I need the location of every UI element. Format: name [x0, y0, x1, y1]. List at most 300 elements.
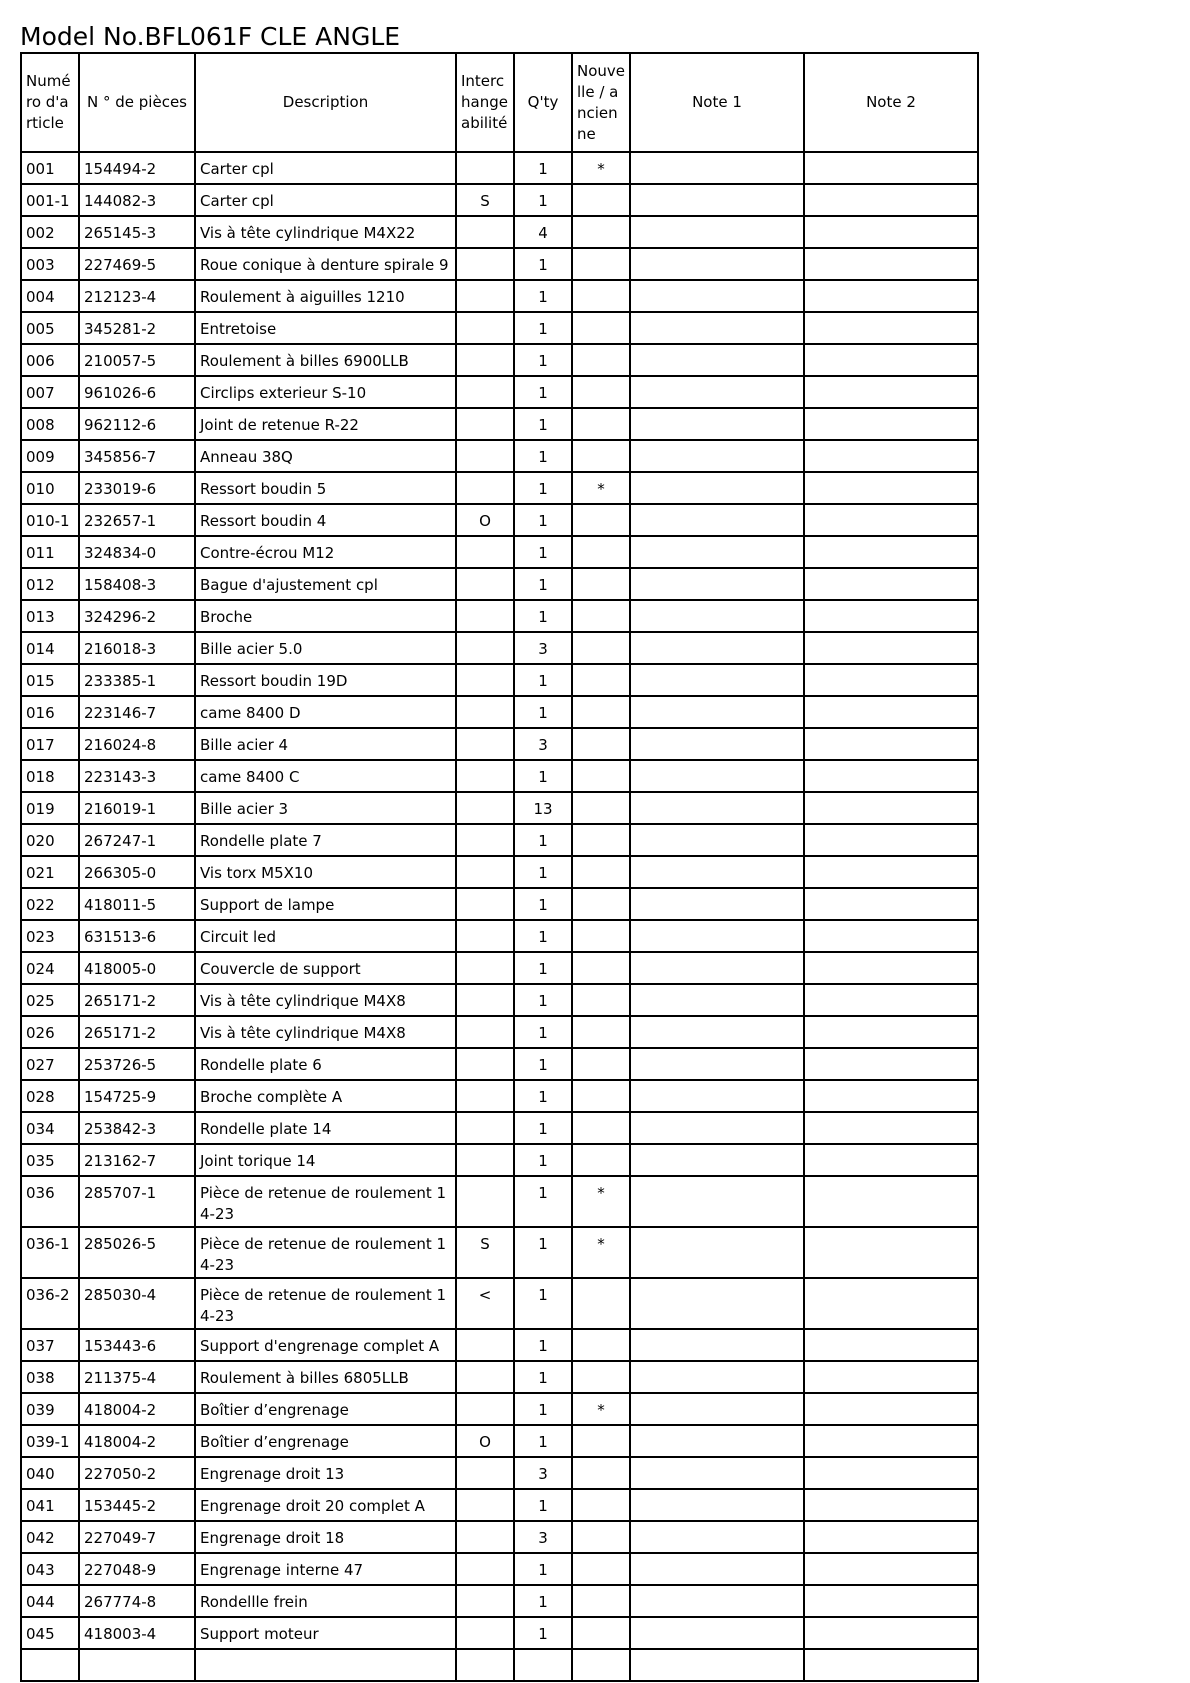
- table-row: [21, 472, 978, 504]
- cell-part-number: 154725-9: [79, 1080, 195, 1112]
- cell-part-number: 418011-5: [79, 888, 195, 920]
- cell-part-number: 227050-2: [79, 1457, 195, 1489]
- cell-note-1: [630, 504, 804, 536]
- cell-part-number: 285030-4: [79, 1278, 195, 1329]
- table-row: [21, 920, 978, 952]
- cell-quantity: 1: [514, 1278, 572, 1329]
- cell-quantity: 1: [514, 1617, 572, 1649]
- table-row: [21, 184, 978, 216]
- cell-item-number: 016: [21, 696, 79, 728]
- cell-interchangeability: [456, 1048, 514, 1080]
- cell-quantity: 1: [514, 1080, 572, 1112]
- cell-note-1: [630, 184, 804, 216]
- cell-note-2: [804, 440, 978, 472]
- cell-interchangeability: [456, 152, 514, 184]
- cell-note-1: [630, 472, 804, 504]
- cell-description: Vis à tête cylindrique M4X8: [195, 1016, 456, 1048]
- table-row: [21, 856, 978, 888]
- cell-part-number: 418004-2: [79, 1393, 195, 1425]
- cell-description: Engrenage interne 47: [195, 1553, 456, 1585]
- cell-note-2: [804, 504, 978, 536]
- cell-item-number: 008: [21, 408, 79, 440]
- header-interchangeability: Interchangeabilité: [456, 53, 514, 152]
- cell-description: Rondelle plate 14: [195, 1112, 456, 1144]
- cell-description: Anneau 38Q: [195, 440, 456, 472]
- cell-part-number: [79, 1649, 195, 1681]
- cell-note-1: [630, 1617, 804, 1649]
- cell-note-2: [804, 1227, 978, 1278]
- table-row: [21, 600, 978, 632]
- table-row: [21, 1278, 978, 1329]
- cell-note-2: [804, 696, 978, 728]
- cell-note-1: [630, 280, 804, 312]
- cell-quantity: 1: [514, 696, 572, 728]
- cell-new-old: [572, 664, 630, 696]
- cell-note-1: [630, 376, 804, 408]
- cell-quantity: 1: [514, 408, 572, 440]
- cell-new-old: [572, 344, 630, 376]
- cell-description: Bague d'ajustement cpl: [195, 568, 456, 600]
- cell-new-old: [572, 408, 630, 440]
- cell-description: Boîtier d’engrenage: [195, 1393, 456, 1425]
- cell-part-number: 285707-1: [79, 1176, 195, 1227]
- table-row: [21, 1361, 978, 1393]
- table-row: [21, 1016, 978, 1048]
- cell-note-2: [804, 248, 978, 280]
- cell-description: Bille acier 3: [195, 792, 456, 824]
- cell-item-number: 006: [21, 344, 79, 376]
- cell-new-old: [572, 1080, 630, 1112]
- cell-note-1: [630, 824, 804, 856]
- cell-note-1: [630, 536, 804, 568]
- cell-new-old: [572, 1489, 630, 1521]
- cell-new-old: [572, 952, 630, 984]
- cell-interchangeability: [456, 472, 514, 504]
- cell-new-old: [572, 600, 630, 632]
- cell-note-2: [804, 856, 978, 888]
- cell-part-number: 266305-0: [79, 856, 195, 888]
- cell-part-number: 418004-2: [79, 1425, 195, 1457]
- cell-item-number: 041: [21, 1489, 79, 1521]
- cell-item-number: 026: [21, 1016, 79, 1048]
- cell-part-number: 210057-5: [79, 344, 195, 376]
- cell-quantity: 1: [514, 1425, 572, 1457]
- cell-note-1: [630, 1080, 804, 1112]
- cell-quantity: 1: [514, 248, 572, 280]
- cell-new-old: [572, 1649, 630, 1681]
- cell-interchangeability: <: [456, 1278, 514, 1329]
- cell-description: Roulement à aiguilles 1210: [195, 280, 456, 312]
- cell-part-number: 345856-7: [79, 440, 195, 472]
- cell-note-1: [630, 1112, 804, 1144]
- cell-part-number: 227049-7: [79, 1521, 195, 1553]
- cell-note-1: [630, 1176, 804, 1227]
- header-new-old: Nouvelle / ancienne: [572, 53, 630, 152]
- cell-note-2: [804, 888, 978, 920]
- cell-part-number: 324296-2: [79, 600, 195, 632]
- cell-new-old: [572, 1144, 630, 1176]
- cell-item-number: 010-1: [21, 504, 79, 536]
- cell-quantity: 1: [514, 536, 572, 568]
- cell-quantity: 3: [514, 728, 572, 760]
- cell-interchangeability: S: [456, 184, 514, 216]
- header-note-1: Note 1: [630, 53, 804, 152]
- cell-description: Contre-écrou M12: [195, 536, 456, 568]
- cell-note-2: [804, 1521, 978, 1553]
- cell-note-1: [630, 344, 804, 376]
- cell-interchangeability: [456, 280, 514, 312]
- cell-item-number: 042: [21, 1521, 79, 1553]
- cell-quantity: 1: [514, 952, 572, 984]
- cell-description: Roulement à billes 6805LLB: [195, 1361, 456, 1393]
- cell-part-number: 232657-1: [79, 504, 195, 536]
- cell-description: Ressort boudin 4: [195, 504, 456, 536]
- header-item-number: Numéro d'article: [21, 53, 79, 152]
- cell-description: Support de lampe: [195, 888, 456, 920]
- cell-quantity: 1: [514, 920, 572, 952]
- cell-new-old: [572, 1278, 630, 1329]
- cell-item-number: 025: [21, 984, 79, 1016]
- cell-note-2: [804, 1144, 978, 1176]
- table-row: [21, 1489, 978, 1521]
- table-row: [21, 792, 978, 824]
- cell-quantity: 1: [514, 376, 572, 408]
- table-row: [21, 376, 978, 408]
- cell-quantity: 1: [514, 600, 572, 632]
- table-row: [21, 152, 978, 184]
- cell-new-old: *: [572, 1176, 630, 1227]
- cell-note-2: [804, 184, 978, 216]
- table-row: [21, 1521, 978, 1553]
- cell-item-number: 011: [21, 536, 79, 568]
- cell-interchangeability: [456, 1457, 514, 1489]
- cell-note-2: [804, 824, 978, 856]
- cell-description: Roue conique à denture spirale 9: [195, 248, 456, 280]
- cell-interchangeability: [456, 1144, 514, 1176]
- cell-interchangeability: [456, 760, 514, 792]
- cell-description: Joint torique 14: [195, 1144, 456, 1176]
- cell-quantity: 3: [514, 632, 572, 664]
- cell-note-2: [804, 1585, 978, 1617]
- cell-description: Support moteur: [195, 1617, 456, 1649]
- table-row: [21, 1457, 978, 1489]
- cell-note-1: [630, 1144, 804, 1176]
- cell-new-old: [572, 216, 630, 248]
- cell-new-old: [572, 376, 630, 408]
- cell-interchangeability: [456, 1521, 514, 1553]
- table-row: [21, 1080, 978, 1112]
- cell-note-2: [804, 408, 978, 440]
- table-row: [21, 728, 978, 760]
- cell-new-old: [572, 696, 630, 728]
- cell-interchangeability: [456, 1016, 514, 1048]
- cell-description: Support d'engrenage complet A: [195, 1329, 456, 1361]
- cell-quantity: 1: [514, 1393, 572, 1425]
- cell-note-2: [804, 632, 978, 664]
- cell-note-1: [630, 248, 804, 280]
- cell-note-2: [804, 216, 978, 248]
- cell-note-2: [804, 1617, 978, 1649]
- cell-note-2: [804, 280, 978, 312]
- cell-note-2: [804, 728, 978, 760]
- cell-item-number: 044: [21, 1585, 79, 1617]
- cell-item-number: 027: [21, 1048, 79, 1080]
- cell-note-2: [804, 1080, 978, 1112]
- cell-part-number: 233385-1: [79, 664, 195, 696]
- cell-item-number: 045: [21, 1617, 79, 1649]
- cell-interchangeability: [456, 216, 514, 248]
- table-row: [21, 440, 978, 472]
- cell-new-old: [572, 760, 630, 792]
- table-row: [21, 824, 978, 856]
- cell-quantity: 1: [514, 1553, 572, 1585]
- cell-interchangeability: [456, 984, 514, 1016]
- cell-description: Broche: [195, 600, 456, 632]
- cell-new-old: [572, 248, 630, 280]
- cell-note-2: [804, 984, 978, 1016]
- cell-part-number: 285026-5: [79, 1227, 195, 1278]
- cell-part-number: 211375-4: [79, 1361, 195, 1393]
- cell-note-2: [804, 1489, 978, 1521]
- cell-note-2: [804, 1048, 978, 1080]
- table-body: [21, 152, 978, 1681]
- cell-note-2: [804, 760, 978, 792]
- cell-note-2: [804, 312, 978, 344]
- cell-interchangeability: [456, 856, 514, 888]
- cell-description: Rondelle plate 7: [195, 824, 456, 856]
- table-row: [21, 1553, 978, 1585]
- cell-new-old: [572, 1361, 630, 1393]
- header-quantity: Q'ty: [514, 53, 572, 152]
- cell-description: Circuit led: [195, 920, 456, 952]
- cell-interchangeability: [456, 344, 514, 376]
- cell-quantity: 1: [514, 760, 572, 792]
- cell-description: came 8400 D: [195, 696, 456, 728]
- cell-part-number: 153443-6: [79, 1329, 195, 1361]
- cell-item-number: 039-1: [21, 1425, 79, 1457]
- cell-interchangeability: [456, 1329, 514, 1361]
- cell-item-number: 022: [21, 888, 79, 920]
- cell-note-1: [630, 568, 804, 600]
- cell-note-2: [804, 568, 978, 600]
- table-row: [21, 344, 978, 376]
- cell-item-number: 013: [21, 600, 79, 632]
- cell-note-1: [630, 1329, 804, 1361]
- table-row: [21, 952, 978, 984]
- cell-quantity: 1: [514, 280, 572, 312]
- cell-part-number: 962112-6: [79, 408, 195, 440]
- cell-note-1: [630, 216, 804, 248]
- cell-quantity: 1: [514, 1016, 572, 1048]
- cell-interchangeability: [456, 440, 514, 472]
- cell-quantity: 1: [514, 152, 572, 184]
- cell-description: Couvercle de support: [195, 952, 456, 984]
- cell-new-old: [572, 1425, 630, 1457]
- cell-item-number: 007: [21, 376, 79, 408]
- cell-note-2: [804, 1553, 978, 1585]
- cell-quantity: 1: [514, 984, 572, 1016]
- table-row: [21, 696, 978, 728]
- table-row: [21, 312, 978, 344]
- cell-interchangeability: [456, 536, 514, 568]
- cell-description: Vis à tête cylindrique M4X22: [195, 216, 456, 248]
- cell-interchangeability: [456, 600, 514, 632]
- cell-item-number: 036-1: [21, 1227, 79, 1278]
- cell-description: Bille acier 4: [195, 728, 456, 760]
- cell-interchangeability: [456, 1176, 514, 1227]
- cell-item-number: 028: [21, 1080, 79, 1112]
- cell-part-number: 212123-4: [79, 280, 195, 312]
- cell-description: Rondellle frein: [195, 1585, 456, 1617]
- cell-item-number: 001-1: [21, 184, 79, 216]
- cell-item-number: 035: [21, 1144, 79, 1176]
- cell-interchangeability: [456, 312, 514, 344]
- cell-quantity: 1: [514, 472, 572, 504]
- cell-note-2: [804, 472, 978, 504]
- cell-note-2: [804, 664, 978, 696]
- cell-quantity: 1: [514, 1048, 572, 1080]
- cell-description: Pièce de retenue de roulement 1 4-23: [195, 1176, 456, 1227]
- cell-item-number: 012: [21, 568, 79, 600]
- cell-part-number: 418003-4: [79, 1617, 195, 1649]
- cell-note-1: [630, 696, 804, 728]
- cell-item-number: 004: [21, 280, 79, 312]
- cell-note-2: [804, 1329, 978, 1361]
- table-row: [21, 1585, 978, 1617]
- cell-quantity: [514, 1649, 572, 1681]
- table-row: [21, 760, 978, 792]
- cell-note-2: [804, 1016, 978, 1048]
- table-row: [21, 536, 978, 568]
- cell-description: came 8400 C: [195, 760, 456, 792]
- cell-new-old: [572, 1016, 630, 1048]
- cell-interchangeability: [456, 248, 514, 280]
- cell-new-old: [572, 312, 630, 344]
- cell-note-1: [630, 1227, 804, 1278]
- cell-part-number: 265171-2: [79, 1016, 195, 1048]
- cell-quantity: 1: [514, 184, 572, 216]
- cell-quantity: 1: [514, 664, 572, 696]
- cell-description: Vis à tête cylindrique M4X8: [195, 984, 456, 1016]
- cell-item-number: 040: [21, 1457, 79, 1489]
- cell-description: Rondelle plate 6: [195, 1048, 456, 1080]
- cell-part-number: 144082-3: [79, 184, 195, 216]
- cell-interchangeability: [456, 376, 514, 408]
- cell-note-2: [804, 1112, 978, 1144]
- cell-quantity: 4: [514, 216, 572, 248]
- cell-new-old: [572, 984, 630, 1016]
- cell-note-2: [804, 1425, 978, 1457]
- cell-note-1: [630, 952, 804, 984]
- cell-new-old: *: [572, 472, 630, 504]
- cell-interchangeability: [456, 1649, 514, 1681]
- table-row: [21, 280, 978, 312]
- cell-interchangeability: [456, 408, 514, 440]
- cell-item-number: 036: [21, 1176, 79, 1227]
- cell-interchangeability: [456, 696, 514, 728]
- cell-quantity: 1: [514, 440, 572, 472]
- cell-new-old: *: [572, 1393, 630, 1425]
- cell-interchangeability: O: [456, 1425, 514, 1457]
- cell-note-2: [804, 376, 978, 408]
- cell-new-old: [572, 536, 630, 568]
- cell-description: Ressort boudin 5: [195, 472, 456, 504]
- cell-quantity: 1: [514, 1361, 572, 1393]
- cell-interchangeability: [456, 632, 514, 664]
- cell-item-number: 036-2: [21, 1278, 79, 1329]
- cell-item-number: 024: [21, 952, 79, 984]
- cell-new-old: [572, 888, 630, 920]
- cell-description: Bille acier 5.0: [195, 632, 456, 664]
- cell-part-number: 253842-3: [79, 1112, 195, 1144]
- table-row: [21, 1176, 978, 1227]
- table-row: [21, 1227, 978, 1278]
- cell-note-2: [804, 1176, 978, 1227]
- cell-interchangeability: [456, 888, 514, 920]
- cell-part-number: 223146-7: [79, 696, 195, 728]
- cell-interchangeability: [456, 1489, 514, 1521]
- cell-new-old: [572, 1112, 630, 1144]
- cell-note-2: [804, 536, 978, 568]
- cell-new-old: [572, 1329, 630, 1361]
- cell-interchangeability: [456, 568, 514, 600]
- cell-quantity: 1: [514, 1329, 572, 1361]
- cell-part-number: 216019-1: [79, 792, 195, 824]
- cell-part-number: 223143-3: [79, 760, 195, 792]
- table-header-row: [21, 53, 978, 152]
- cell-item-number: 021: [21, 856, 79, 888]
- cell-interchangeability: [456, 1112, 514, 1144]
- cell-item-number: 039: [21, 1393, 79, 1425]
- cell-note-2: [804, 344, 978, 376]
- cell-new-old: [572, 1521, 630, 1553]
- cell-new-old: *: [572, 1227, 630, 1278]
- cell-item-number: 038: [21, 1361, 79, 1393]
- cell-note-1: [630, 1361, 804, 1393]
- cell-new-old: [572, 792, 630, 824]
- cell-new-old: [572, 1553, 630, 1585]
- cell-note-1: [630, 888, 804, 920]
- cell-part-number: 418005-0: [79, 952, 195, 984]
- cell-description: Roulement à billes 6900LLB: [195, 344, 456, 376]
- cell-quantity: 1: [514, 1144, 572, 1176]
- cell-note-2: [804, 952, 978, 984]
- cell-interchangeability: [456, 1393, 514, 1425]
- cell-item-number: 003: [21, 248, 79, 280]
- cell-new-old: [572, 1457, 630, 1489]
- header-part-number: N ° de pièces: [79, 53, 195, 152]
- cell-description: Pièce de retenue de roulement 1 4-23: [195, 1227, 456, 1278]
- cell-interchangeability: [456, 1361, 514, 1393]
- table-row: [21, 984, 978, 1016]
- table-row: [21, 408, 978, 440]
- cell-note-1: [630, 632, 804, 664]
- cell-description: Broche complète A: [195, 1080, 456, 1112]
- cell-new-old: *: [572, 152, 630, 184]
- cell-note-2: [804, 1361, 978, 1393]
- parts-table: [20, 52, 979, 1682]
- cell-note-1: [630, 856, 804, 888]
- cell-quantity: 1: [514, 312, 572, 344]
- cell-note-2: [804, 1649, 978, 1681]
- cell-new-old: [572, 440, 630, 472]
- cell-interchangeability: [456, 824, 514, 856]
- cell-item-number: 009: [21, 440, 79, 472]
- cell-new-old: [572, 504, 630, 536]
- cell-item-number: 010: [21, 472, 79, 504]
- cell-note-1: [630, 1016, 804, 1048]
- cell-quantity: 1: [514, 1489, 572, 1521]
